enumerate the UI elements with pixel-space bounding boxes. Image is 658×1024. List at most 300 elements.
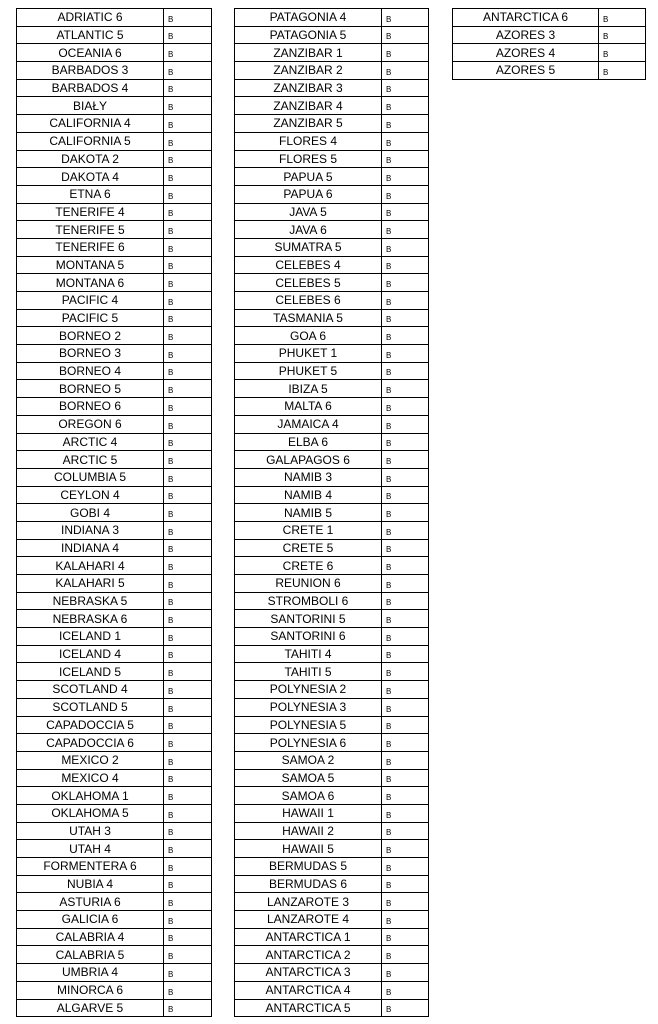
category-code-cell: B [164,911,212,929]
product-name-cell: UTAH 3 [17,822,164,840]
product-name-cell: UTAH 4 [17,840,164,858]
category-code-cell: B [164,751,212,769]
table-row [17,734,212,752]
table-row [17,698,212,716]
table-row [17,610,212,628]
table-row [235,256,429,274]
table-row [235,557,429,575]
table-row [17,345,212,363]
product-name-cell: BORNEO 4 [17,362,164,380]
product-name-cell: SANTORINI 6 [235,628,382,646]
table-row [235,911,429,929]
category-code-cell: B [164,504,212,522]
product-name-cell: SCOTLAND 4 [17,681,164,699]
table-body [235,9,429,1017]
product-name-cell: ETNA 6 [17,185,164,203]
table-row [235,539,429,557]
table-row [17,309,212,327]
category-code-cell: B [382,911,429,929]
category-code-cell: B [599,62,646,80]
product-name-cell: CALIFORNIA 5 [17,132,164,150]
category-code-cell: B [164,62,212,80]
product-name-cell: MEXICO 4 [17,769,164,787]
product-name-cell: ICELAND 5 [17,663,164,681]
category-code-cell: B [382,840,429,858]
category-code-cell: B [382,433,429,451]
table-row [17,875,212,893]
category-code-cell: B [164,928,212,946]
category-code-cell: B [599,44,646,62]
table-row [453,44,646,62]
table-row [235,504,429,522]
product-name-cell: BORNEO 6 [17,398,164,416]
category-code-cell: B [382,716,429,734]
product-name-cell: PAPUA 6 [235,185,382,203]
table-column-1 [16,8,212,1017]
category-code-cell: B [382,345,429,363]
product-name-cell: UMBRIA 4 [17,964,164,982]
table-row [453,26,646,44]
category-code-cell: B [164,309,212,327]
product-name-cell: BORNEO 5 [17,380,164,398]
table-row [17,645,212,663]
product-name-cell: MINORCA 6 [17,981,164,999]
product-name-cell: AZORES 4 [453,44,599,62]
product-name-cell: BERMUDAS 6 [235,875,382,893]
product-name-cell: CELEBES 4 [235,256,382,274]
product-name-cell: CELEBES 6 [235,292,382,310]
table-row [235,698,429,716]
category-code-cell: B [382,663,429,681]
category-code-cell: B [382,132,429,150]
table-row [17,203,212,221]
category-code-cell: B [382,893,429,911]
table-row [235,185,429,203]
product-name-cell: PACIFIC 4 [17,292,164,310]
category-code-cell: B [382,168,429,186]
table-row [235,663,429,681]
table-row [17,804,212,822]
table-body [17,9,212,1017]
product-name-cell: ICELAND 4 [17,645,164,663]
table-row [453,9,646,27]
category-code-cell: B [164,292,212,310]
table-row [235,964,429,982]
product-name-cell: GOA 6 [235,327,382,345]
category-code-cell: B [382,822,429,840]
product-name-cell: OCEANIA 6 [17,44,164,62]
table-row [235,62,429,80]
category-code-cell: B [382,628,429,646]
table-row [17,26,212,44]
table-row [17,946,212,964]
product-name-cell: ALGARVE 5 [17,999,164,1017]
product-name-cell: POLYNESIA 6 [235,734,382,752]
category-code-cell: B [164,769,212,787]
product-name-cell: ZANZIBAR 5 [235,115,382,133]
table-column-3 [452,8,646,80]
category-code-cell: B [382,751,429,769]
category-code-cell: B [382,327,429,345]
product-name-cell: CALABRIA 4 [17,928,164,946]
table-row [17,787,212,805]
table-row [235,433,429,451]
table-row [235,787,429,805]
category-code-cell: B [382,681,429,699]
product-name-cell: COLUMBIA 5 [17,468,164,486]
table-row [235,292,429,310]
table-row [235,97,429,115]
table-row [17,415,212,433]
table-row [17,822,212,840]
category-code-cell: B [164,787,212,805]
category-code-cell: B [164,645,212,663]
product-name-cell: TAHITI 5 [235,663,382,681]
category-code-cell: B [382,26,429,44]
table-row [17,769,212,787]
category-code-cell: B [164,858,212,876]
table-row [17,893,212,911]
category-code-cell: B [164,221,212,239]
category-code-cell: B [382,575,429,593]
table-row [235,575,429,593]
category-code-cell: B [164,468,212,486]
category-code-cell: B [382,787,429,805]
category-code-cell: B [382,203,429,221]
table-row [235,203,429,221]
category-code-cell: B [164,115,212,133]
category-code-cell: B [164,451,212,469]
table-row [235,415,429,433]
product-name-cell: OKLAHOMA 5 [17,804,164,822]
table-row [235,521,429,539]
table-row [17,928,212,946]
product-name-cell: PAPUA 5 [235,168,382,186]
product-name-cell: LANZAROTE 3 [235,893,382,911]
product-name-cell: CALABRIA 5 [17,946,164,964]
category-code-cell: B [164,698,212,716]
category-code-cell: B [164,79,212,97]
table-row [17,858,212,876]
table-row [235,645,429,663]
category-code-cell: B [382,221,429,239]
product-name-cell: ADRIATIC 6 [17,9,164,27]
product-name-cell: GALAPAGOS 6 [235,451,382,469]
product-name-cell: ZANZIBAR 3 [235,79,382,97]
table-row [235,238,429,256]
product-name-cell: CELEBES 5 [235,274,382,292]
product-name-cell: REUNION 6 [235,575,382,593]
product-name-cell: BARBADOS 4 [17,79,164,97]
category-code-cell: B [382,292,429,310]
table-row [17,62,212,80]
table-row [235,486,429,504]
product-name-cell: ASTURIA 6 [17,893,164,911]
product-name-cell: TASMANIA 5 [235,309,382,327]
category-code-cell: B [164,893,212,911]
table-row [17,132,212,150]
table-row [235,309,429,327]
table-row [235,875,429,893]
product-name-cell: NEBRASKA 5 [17,592,164,610]
product-name-cell: GOBI 4 [17,504,164,522]
category-code-cell: B [382,62,429,80]
category-code-cell: B [382,804,429,822]
category-code-cell: B [382,185,429,203]
table-column-2 [234,8,429,1017]
table-row [17,451,212,469]
category-code-cell: B [164,964,212,982]
product-name-cell: SCOTLAND 5 [17,698,164,716]
product-name-cell: BORNEO 3 [17,345,164,363]
category-code-cell: B [164,521,212,539]
category-code-cell: B [164,592,212,610]
product-name-cell: PHUKET 5 [235,362,382,380]
product-name-cell: NAMIB 3 [235,468,382,486]
table-row [17,380,212,398]
category-code-cell: B [382,557,429,575]
category-code-cell: B [164,575,212,593]
product-name-cell: MONTANA 6 [17,274,164,292]
table-row [235,345,429,363]
table-row [17,964,212,982]
table-row [17,274,212,292]
table-row [235,468,429,486]
product-name-cell: CRETE 6 [235,557,382,575]
table-body [453,9,646,80]
category-code-cell: B [382,875,429,893]
table-row [17,185,212,203]
table-row [235,858,429,876]
product-name-cell: STROMBOLI 6 [235,592,382,610]
product-name-cell: GALICIA 6 [17,911,164,929]
category-code-cell: B [164,132,212,150]
table-row [17,539,212,557]
table-row [235,981,429,999]
product-name-cell: ANTARCTICA 3 [235,964,382,982]
table-row [235,380,429,398]
category-code-cell: B [382,928,429,946]
table-row [235,893,429,911]
product-name-cell: FORMENTERA 6 [17,858,164,876]
table-row [17,168,212,186]
category-code-cell: B [599,26,646,44]
product-name-cell: DAKOTA 2 [17,150,164,168]
table-row [17,521,212,539]
table-row [17,79,212,97]
table-row [235,150,429,168]
table-row [235,327,429,345]
category-code-cell: B [164,716,212,734]
product-name-cell: TENERIFE 4 [17,203,164,221]
table-row [235,999,429,1017]
table-row [17,256,212,274]
category-code-cell: B [164,238,212,256]
product-name-cell: BERMUDAS 5 [235,858,382,876]
table-row [17,751,212,769]
product-name-cell: NEBRASKA 6 [17,610,164,628]
table-row [17,238,212,256]
table-row [235,804,429,822]
product-name-cell: MONTANA 5 [17,256,164,274]
product-name-cell: AZORES 3 [453,26,599,44]
category-code-cell: B [164,256,212,274]
category-code-cell: B [382,398,429,416]
product-name-cell: BIAŁY [17,97,164,115]
category-code-cell: B [382,309,429,327]
table-row [235,398,429,416]
product-name-cell: FLORES 4 [235,132,382,150]
table-row [235,769,429,787]
product-name-cell: ANTARCTICA 1 [235,928,382,946]
product-name-cell: BORNEO 2 [17,327,164,345]
category-code-cell: B [164,804,212,822]
product-name-cell: NUBIA 4 [17,875,164,893]
category-code-cell: B [382,964,429,982]
category-code-cell: B [382,504,429,522]
category-code-cell: B [382,150,429,168]
category-code-cell: B [382,362,429,380]
category-code-cell: B [382,115,429,133]
table-row [17,150,212,168]
table-row [235,610,429,628]
product-name-cell: CRETE 5 [235,539,382,557]
product-name-cell: POLYNESIA 3 [235,698,382,716]
table-row [235,132,429,150]
product-name-cell: OKLAHOMA 1 [17,787,164,805]
product-name-cell: KALAHARI 4 [17,557,164,575]
product-name-cell: TENERIFE 5 [17,221,164,239]
category-code-cell: B [164,380,212,398]
product-name-cell: ANTARCTICA 5 [235,999,382,1017]
product-name-cell: MALTA 6 [235,398,382,416]
category-code-cell: B [382,79,429,97]
product-name-cell: SUMATRA 5 [235,238,382,256]
table-row [235,362,429,380]
table-row [17,504,212,522]
product-name-cell: PATAGONIA 5 [235,26,382,44]
product-name-cell: CALIFORNIA 4 [17,115,164,133]
table-row [17,115,212,133]
category-code-cell: B [164,203,212,221]
table-row [235,168,429,186]
product-name-cell: INDIANA 3 [17,521,164,539]
product-name-cell: SAMOA 2 [235,751,382,769]
category-code-cell: B [382,9,429,27]
category-code-cell: B [382,415,429,433]
product-name-cell: JAVA 6 [235,221,382,239]
product-name-cell: CRETE 1 [235,521,382,539]
category-code-cell: B [164,185,212,203]
category-code-cell: B [164,345,212,363]
category-code-cell: B [382,698,429,716]
product-name-cell: SANTORINI 5 [235,610,382,628]
product-name-cell: JAMAICA 4 [235,415,382,433]
product-name-cell: FLORES 5 [235,150,382,168]
category-code-cell: B [164,150,212,168]
table-row [17,292,212,310]
category-code-cell: B [164,610,212,628]
product-name-cell: ARCTIC 4 [17,433,164,451]
table-row [453,62,646,80]
product-name-cell: PACIFIC 5 [17,309,164,327]
table-row [235,79,429,97]
category-code-cell: B [164,663,212,681]
table-row [17,999,212,1017]
table-row [17,486,212,504]
table-row [235,628,429,646]
table-row [235,592,429,610]
table-row [17,44,212,62]
category-code-cell: B [382,521,429,539]
category-code-cell: B [164,999,212,1017]
product-name-cell: CEYLON 4 [17,486,164,504]
category-code-cell: B [164,168,212,186]
product-name-cell: INDIANA 4 [17,539,164,557]
category-code-cell: B [599,9,646,27]
category-code-cell: B [164,981,212,999]
table-row [235,115,429,133]
category-code-cell: B [382,592,429,610]
product-name-cell: JAVA 5 [235,203,382,221]
category-code-cell: B [382,645,429,663]
product-name-cell: HAWAII 5 [235,840,382,858]
product-name-cell: KALAHARI 5 [17,575,164,593]
category-code-cell: B [382,274,429,292]
category-code-cell: B [164,486,212,504]
category-code-cell: B [382,769,429,787]
category-code-cell: B [164,44,212,62]
product-name-cell: MEXICO 2 [17,751,164,769]
category-code-cell: B [164,9,212,27]
category-code-cell: B [382,380,429,398]
table-row [235,716,429,734]
product-name-cell: SAMOA 6 [235,787,382,805]
product-name-cell: PATAGONIA 4 [235,9,382,27]
product-name-cell: CAPADOCCIA 6 [17,734,164,752]
table-row [235,26,429,44]
table-row [235,221,429,239]
product-name-cell: NAMIB 4 [235,486,382,504]
table-row [17,557,212,575]
category-code-cell: B [382,610,429,628]
table-row [17,362,212,380]
table-row [17,716,212,734]
table-row [17,592,212,610]
table-row [235,734,429,752]
table-row [17,681,212,699]
table-row [17,9,212,27]
category-code-cell: B [164,327,212,345]
product-name-cell: HAWAII 2 [235,822,382,840]
table-row [17,628,212,646]
category-code-cell: B [382,451,429,469]
category-code-cell: B [164,946,212,964]
category-code-cell: B [164,398,212,416]
category-code-cell: B [164,628,212,646]
product-name-cell: BARBADOS 3 [17,62,164,80]
table-row [17,433,212,451]
table-row [17,663,212,681]
product-name-cell: ANTARCTICA 6 [453,9,599,27]
product-name-cell: POLYNESIA 5 [235,716,382,734]
product-name-cell: ANTARCTICA 2 [235,946,382,964]
category-code-cell: B [164,433,212,451]
category-code-cell: B [164,539,212,557]
table-row [17,97,212,115]
product-name-cell: DAKOTA 4 [17,168,164,186]
product-name-cell: ZANZIBAR 4 [235,97,382,115]
